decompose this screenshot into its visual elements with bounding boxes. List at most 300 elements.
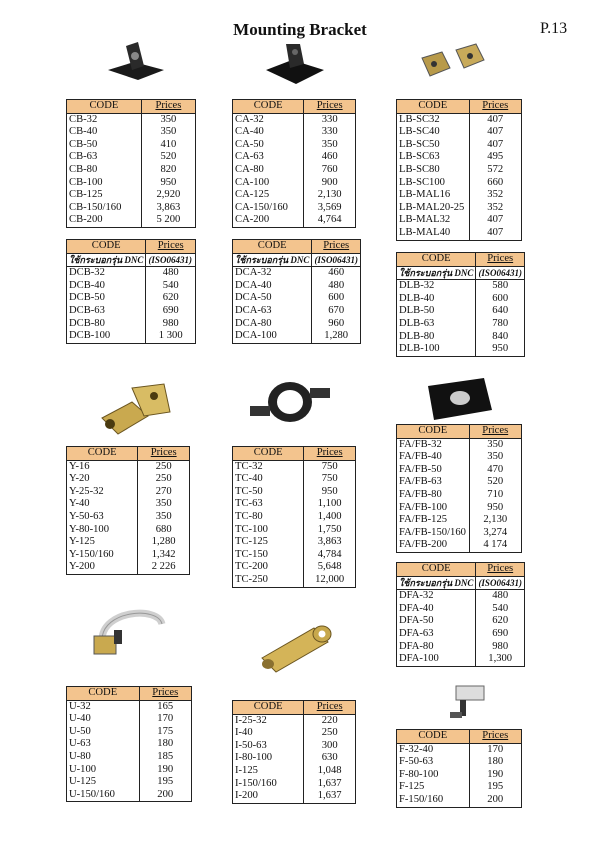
table-row xyxy=(67,789,192,802)
dcb-price-table xyxy=(66,239,196,344)
tc-price-table xyxy=(232,446,356,588)
price-cell: 460 xyxy=(304,151,356,164)
price-cell: 480 xyxy=(312,280,361,293)
code-cell: CA-80 xyxy=(233,164,304,177)
price-cell: 170 xyxy=(139,713,192,726)
table-row xyxy=(67,700,192,713)
table-row xyxy=(67,726,192,739)
price-cell: 407 xyxy=(469,227,522,240)
price-cell: 330 xyxy=(304,113,356,126)
table-row xyxy=(233,561,356,574)
price-cell: 250 xyxy=(138,460,190,473)
table-header xyxy=(233,447,356,461)
price-cell: 190 xyxy=(139,764,192,777)
price-cell: 600 xyxy=(476,293,525,306)
code-cell: LB-SC40 xyxy=(397,126,470,139)
code-cell: Y-40 xyxy=(67,498,138,511)
code-header: CODE xyxy=(397,100,470,114)
table-row xyxy=(397,202,522,215)
table-row xyxy=(67,549,190,562)
code-cell: Y-200 xyxy=(67,561,138,574)
code-cell: DLB-100 xyxy=(397,343,476,356)
table-row xyxy=(67,189,196,202)
price-cell: 4,764 xyxy=(304,214,356,227)
table-row xyxy=(397,293,525,306)
page-number: P.13 xyxy=(540,20,568,37)
price-cell: 820 xyxy=(141,164,195,177)
price-cell: 180 xyxy=(469,756,522,769)
dnc-note-row xyxy=(397,576,525,590)
f-connector-icon xyxy=(442,682,490,724)
code-header: CODE xyxy=(397,563,476,577)
table-row xyxy=(67,214,196,227)
table-row xyxy=(67,498,190,511)
table-row xyxy=(233,549,356,562)
table-row xyxy=(67,776,192,789)
code-cell: TC-80 xyxy=(233,511,304,524)
price-cell: 200 xyxy=(139,789,192,802)
table-row xyxy=(233,511,356,524)
prices-header: Prices xyxy=(469,100,522,114)
price-cell: 352 xyxy=(469,202,522,215)
code-cell: TC-32 xyxy=(233,460,304,473)
price-cell: 5,648 xyxy=(304,561,356,574)
price-cell: 300 xyxy=(304,740,356,753)
tc-trunnion-icon xyxy=(244,372,336,432)
table-row xyxy=(233,790,356,803)
table-row xyxy=(233,267,361,280)
table-row xyxy=(67,524,190,537)
price-cell: 520 xyxy=(141,151,195,164)
table-header xyxy=(397,253,525,267)
code-header: CODE xyxy=(397,730,470,744)
price-cell: 620 xyxy=(146,292,196,305)
code-cell: FA/FB-150/160 xyxy=(397,527,470,540)
price-cell: 2,130 xyxy=(469,514,522,527)
table-row xyxy=(233,151,356,164)
price-cell: 750 xyxy=(304,473,356,486)
table-row xyxy=(67,536,190,549)
price-cell: 170 xyxy=(469,743,522,756)
code-cell: I-50-63 xyxy=(233,740,304,753)
price-cell: 710 xyxy=(469,489,522,502)
code-cell: F-80-100 xyxy=(397,769,470,782)
table-row xyxy=(233,473,356,486)
code-cell: DLB-50 xyxy=(397,305,476,318)
table-row xyxy=(233,714,356,727)
dnc-note-row xyxy=(233,253,361,267)
price-cell: 980 xyxy=(476,641,525,654)
code-cell: Y-80-100 xyxy=(67,524,138,537)
code-cell: FA/FB-80 xyxy=(397,489,470,502)
code-cell: FA/FB-200 xyxy=(397,539,470,552)
code-cell: TC-125 xyxy=(233,536,304,549)
code-cell: CB-50 xyxy=(67,139,142,152)
price-cell: 1,100 xyxy=(304,498,356,511)
fa-price-table xyxy=(396,424,522,553)
fa-flange-icon xyxy=(424,376,496,424)
table-row xyxy=(233,126,356,139)
code-cell: DLB-40 xyxy=(397,293,476,306)
price-cell: 1,280 xyxy=(312,330,361,343)
price-cell: 12,000 xyxy=(304,574,356,587)
table-header xyxy=(67,240,196,254)
table-row xyxy=(233,536,356,549)
code-header: CODE xyxy=(67,240,146,254)
price-cell: 840 xyxy=(476,331,525,344)
code-cell: TC-63 xyxy=(233,498,304,511)
table-row xyxy=(67,460,190,473)
table-row xyxy=(233,498,356,511)
table-row xyxy=(233,727,356,740)
code-cell: F-50-63 xyxy=(397,756,470,769)
code-cell: DCB-32 xyxy=(67,267,146,280)
code-cell: CA-100 xyxy=(233,177,304,190)
code-cell: Y-150/160 xyxy=(67,549,138,562)
table-row xyxy=(397,539,522,552)
table-row xyxy=(397,438,522,451)
code-cell: CB-32 xyxy=(67,113,142,126)
table-row xyxy=(397,164,522,177)
prices-header: Prices xyxy=(304,447,356,461)
code-cell: DLB-32 xyxy=(397,280,476,293)
code-cell: CB-100 xyxy=(67,177,142,190)
code-header: CODE xyxy=(233,240,312,254)
table-header xyxy=(397,425,522,439)
code-cell: LB-MAL20-25 xyxy=(397,202,470,215)
u-price-table xyxy=(66,686,192,802)
code-cell: CB-40 xyxy=(67,126,142,139)
code-cell: Y-16 xyxy=(67,460,138,473)
table-row xyxy=(397,502,522,515)
table-header xyxy=(233,701,356,715)
price-cell: 960 xyxy=(312,318,361,331)
prices-header: Prices xyxy=(138,447,190,461)
code-cell: DFA-40 xyxy=(397,603,476,616)
table-row xyxy=(67,713,192,726)
price-cell: 1,400 xyxy=(304,511,356,524)
prices-header: Prices xyxy=(476,563,525,577)
table-header xyxy=(397,730,522,744)
dnc-note: ใช้กระบอกรุ่น DNC xyxy=(67,253,146,267)
price-cell: 630 xyxy=(304,752,356,765)
code-header: CODE xyxy=(397,425,470,439)
lb-price-table xyxy=(396,99,522,241)
price-cell: 195 xyxy=(139,776,192,789)
code-cell: DCB-100 xyxy=(67,330,146,343)
code-cell: DCA-50 xyxy=(233,292,312,305)
code-cell: CB-80 xyxy=(67,164,142,177)
table-row xyxy=(233,214,356,227)
prices-header: Prices xyxy=(304,701,356,715)
code-cell: CB-63 xyxy=(67,151,142,164)
price-cell: 900 xyxy=(304,177,356,190)
code-cell: TC-150 xyxy=(233,549,304,562)
table-row xyxy=(397,464,522,477)
i-rod-eye-icon xyxy=(254,616,340,674)
table-row xyxy=(233,330,361,343)
price-cell: 3,863 xyxy=(304,536,356,549)
table-row xyxy=(67,305,196,318)
code-header: CODE xyxy=(397,253,476,267)
code-header: CODE xyxy=(67,447,138,461)
price-cell: 4 174 xyxy=(469,539,522,552)
table-row xyxy=(397,343,525,356)
table-row xyxy=(67,751,192,764)
prices-header: Prices xyxy=(469,425,522,439)
code-cell: DCA-40 xyxy=(233,280,312,293)
price-cell: 185 xyxy=(139,751,192,764)
code-cell: DCB-50 xyxy=(67,292,146,305)
prices-header: Prices xyxy=(139,687,192,701)
table-row xyxy=(67,139,196,152)
iso-note: (ISO06431) xyxy=(476,266,525,280)
table-row xyxy=(397,305,525,318)
code-cell: FA/FB-50 xyxy=(397,464,470,477)
table-row xyxy=(397,227,522,240)
price-cell: 950 xyxy=(476,343,525,356)
code-cell: CB-150/160 xyxy=(67,202,142,215)
code-cell: CB-125 xyxy=(67,189,142,202)
price-cell: 165 xyxy=(139,700,192,713)
code-cell: U-32 xyxy=(67,700,140,713)
table-row xyxy=(233,164,356,177)
table-row xyxy=(233,740,356,753)
table-row xyxy=(67,764,192,777)
table-row xyxy=(233,202,356,215)
code-cell: U-40 xyxy=(67,713,140,726)
lb-bracket-icon xyxy=(418,40,490,82)
cb-bracket-icon xyxy=(104,40,168,86)
ca-price-table xyxy=(232,99,356,228)
table-row xyxy=(397,653,525,666)
table-row xyxy=(397,514,522,527)
code-cell: CA-63 xyxy=(233,151,304,164)
price-cell: 660 xyxy=(469,177,522,190)
price-cell: 350 xyxy=(141,126,195,139)
price-cell: 600 xyxy=(312,292,361,305)
table-row xyxy=(67,292,196,305)
table-row xyxy=(397,280,525,293)
price-cell: 407 xyxy=(469,113,522,126)
code-cell: CA-150/160 xyxy=(233,202,304,215)
table-row xyxy=(233,765,356,778)
price-cell: 350 xyxy=(469,438,522,451)
price-cell: 330 xyxy=(304,126,356,139)
table-row xyxy=(67,126,196,139)
table-row xyxy=(67,280,196,293)
code-cell: Y-125 xyxy=(67,536,138,549)
price-cell: 750 xyxy=(304,460,356,473)
price-cell: 180 xyxy=(139,738,192,751)
price-cell: 3,274 xyxy=(469,527,522,540)
table-row xyxy=(397,769,522,782)
table-row xyxy=(67,511,190,524)
price-cell: 670 xyxy=(312,305,361,318)
price-cell: 200 xyxy=(469,794,522,807)
table-row xyxy=(397,781,522,794)
table-row xyxy=(397,214,522,227)
prices-header: Prices xyxy=(146,240,196,254)
table-row xyxy=(397,177,522,190)
price-cell: 2,920 xyxy=(141,189,195,202)
table-row xyxy=(233,486,356,499)
table-row xyxy=(397,113,522,126)
price-cell: 175 xyxy=(139,726,192,739)
dnc-note-row xyxy=(67,253,196,267)
y-price-table xyxy=(66,446,190,575)
f-price-table xyxy=(396,729,522,808)
price-cell: 480 xyxy=(146,267,196,280)
price-cell: 3,569 xyxy=(304,202,356,215)
price-cell: 5 200 xyxy=(141,214,195,227)
price-cell: 620 xyxy=(476,615,525,628)
code-cell: FA/FB-100 xyxy=(397,502,470,515)
iso-note: (ISO06431) xyxy=(476,576,525,590)
price-cell: 407 xyxy=(469,214,522,227)
code-cell: DCA-32 xyxy=(233,267,312,280)
code-cell: I-200 xyxy=(233,790,304,803)
table-row xyxy=(67,561,190,574)
price-cell: 1,637 xyxy=(304,790,356,803)
code-cell: TC-250 xyxy=(233,574,304,587)
code-cell: U-50 xyxy=(67,726,140,739)
prices-header: Prices xyxy=(312,240,361,254)
table-row xyxy=(233,318,361,331)
code-cell: DCB-80 xyxy=(67,318,146,331)
table-row xyxy=(233,574,356,587)
code-cell: FA/FB-40 xyxy=(397,451,470,464)
price-cell: 3,863 xyxy=(141,202,195,215)
code-cell: LB-MAL40 xyxy=(397,227,470,240)
page-title: Mounting Bracket xyxy=(233,20,367,39)
code-cell: LB-SC80 xyxy=(397,164,470,177)
price-cell: 190 xyxy=(469,769,522,782)
table-row xyxy=(67,267,196,280)
code-cell: F-32-40 xyxy=(397,743,470,756)
price-cell: 352 xyxy=(469,189,522,202)
price-cell: 1,342 xyxy=(138,549,190,562)
code-cell: CA-50 xyxy=(233,139,304,152)
table-row xyxy=(233,280,361,293)
code-cell: U-63 xyxy=(67,738,140,751)
code-cell: CB-200 xyxy=(67,214,142,227)
table-row xyxy=(67,318,196,331)
table-row xyxy=(67,473,190,486)
table-row xyxy=(397,331,525,344)
code-cell: Y-25-32 xyxy=(67,486,138,499)
code-cell: F-150/160 xyxy=(397,794,470,807)
table-row xyxy=(233,524,356,537)
code-cell: DFA-32 xyxy=(397,590,476,603)
table-header xyxy=(67,687,192,701)
dca-price-table xyxy=(232,239,361,344)
code-cell: FA/FB-32 xyxy=(397,438,470,451)
price-cell: 950 xyxy=(304,486,356,499)
price-cell: 470 xyxy=(469,464,522,477)
table-row xyxy=(397,451,522,464)
price-cell: 407 xyxy=(469,139,522,152)
table-row xyxy=(397,615,525,628)
price-cell: 495 xyxy=(469,151,522,164)
code-cell: U-125 xyxy=(67,776,140,789)
table-header xyxy=(233,100,356,114)
i-price-table xyxy=(232,700,356,804)
price-cell: 572 xyxy=(469,164,522,177)
price-cell: 690 xyxy=(476,628,525,641)
code-cell: U-100 xyxy=(67,764,140,777)
table-header xyxy=(397,100,522,114)
code-cell: F-125 xyxy=(397,781,470,794)
code-cell: CA-125 xyxy=(233,189,304,202)
table-row xyxy=(397,628,525,641)
table-header xyxy=(233,240,361,254)
table-row xyxy=(233,189,356,202)
code-cell: DCA-100 xyxy=(233,330,312,343)
prices-header: Prices xyxy=(141,100,195,114)
price-cell: 1,300 xyxy=(476,653,525,666)
u-clamp-icon xyxy=(88,600,172,664)
dlb-price-table xyxy=(396,252,525,357)
price-cell: 540 xyxy=(146,280,196,293)
code-cell: LB-MAL16 xyxy=(397,189,470,202)
dnc-note: ใช้กระบอกรุ่น DNC xyxy=(397,266,476,280)
table-row xyxy=(233,292,361,305)
code-cell: I-25-32 xyxy=(233,714,304,727)
price-cell: 2 226 xyxy=(138,561,190,574)
price-cell: 1,750 xyxy=(304,524,356,537)
price-cell: 580 xyxy=(476,280,525,293)
table-row xyxy=(67,330,196,343)
price-cell: 760 xyxy=(304,164,356,177)
table-row xyxy=(397,476,522,489)
code-cell: DLB-80 xyxy=(397,331,476,344)
price-cell: 520 xyxy=(469,476,522,489)
table-row xyxy=(397,641,525,654)
price-cell: 950 xyxy=(469,502,522,515)
table-row xyxy=(67,113,196,126)
table-row xyxy=(67,164,196,177)
code-cell: DCA-63 xyxy=(233,305,312,318)
table-row xyxy=(233,778,356,791)
price-cell: 780 xyxy=(476,318,525,331)
code-cell: I-125 xyxy=(233,765,304,778)
code-cell: DCA-80 xyxy=(233,318,312,331)
price-cell: 350 xyxy=(138,511,190,524)
code-cell: I-40 xyxy=(233,727,304,740)
price-cell: 540 xyxy=(476,603,525,616)
code-cell: LB-SC100 xyxy=(397,177,470,190)
dnc-note-row xyxy=(397,266,525,280)
table-row xyxy=(397,489,522,502)
table-row xyxy=(233,460,356,473)
table-row xyxy=(233,752,356,765)
price-cell: 250 xyxy=(304,727,356,740)
code-cell: CA-200 xyxy=(233,214,304,227)
code-cell: I-150/160 xyxy=(233,778,304,791)
cb-price-table xyxy=(66,99,196,228)
code-header: CODE xyxy=(233,100,304,114)
code-cell: FA/FB-63 xyxy=(397,476,470,489)
code-cell: LB-SC63 xyxy=(397,151,470,164)
price-cell: 1,048 xyxy=(304,765,356,778)
prices-header: Prices xyxy=(469,730,522,744)
code-cell: DFA-80 xyxy=(397,641,476,654)
price-cell: 480 xyxy=(476,590,525,603)
code-cell: LB-SC50 xyxy=(397,139,470,152)
table-row xyxy=(397,189,522,202)
code-cell: TC-40 xyxy=(233,473,304,486)
